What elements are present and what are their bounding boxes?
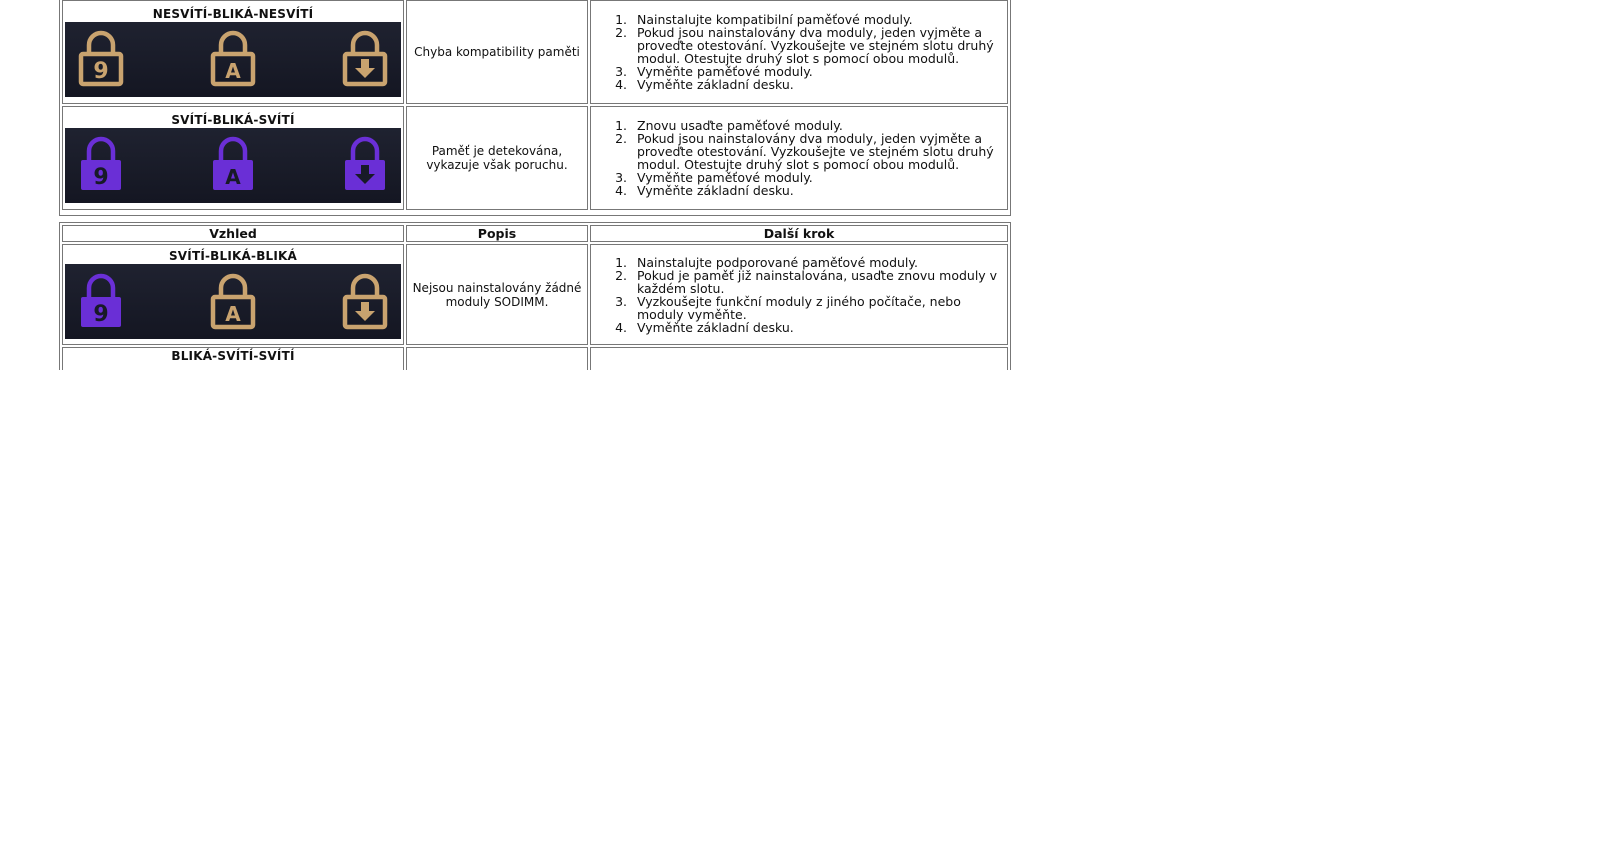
led-status-image <box>65 264 401 339</box>
list-item: 1. Nainstalujte kompatibilní paměťové moduly. <box>631 13 1007 26</box>
appearance-cell <box>62 244 404 345</box>
description-cell: Paměť je detekována, vykazuje však poruchu. <box>406 106 588 210</box>
svg-text:9: 9 <box>93 59 109 84</box>
next-step-cell <box>590 244 1008 345</box>
list-item: 2. Pokud je paměť již nainstalována, usaďte znovu moduly v každém slotu. <box>631 269 1007 295</box>
lock-9-icon <box>77 30 125 88</box>
lock-9-icon <box>77 136 125 194</box>
list-item: 2. Pokud jsou nainstalovány dva moduly, jeden vyjměte a proveďte otestování. Vyzkoušejte ve stejném slotu druhý modul. Otestujte druhý slot s pomocí obou modulů. <box>631 132 1007 171</box>
steps-list <box>591 119 1007 197</box>
led-diagnostics-table <box>59 222 1011 370</box>
list-item: 4. Vyměňte základní desku. <box>631 321 1007 334</box>
svg-text:A: A <box>225 165 241 189</box>
led-pattern-label: SVÍTÍ-BLIKÁ-SVÍTÍ <box>171 112 295 127</box>
appearance-cell <box>62 106 404 210</box>
lock-a-icon <box>209 30 257 88</box>
svg-text:9: 9 <box>93 301 109 327</box>
led-pattern-label: BLIKÁ-SVÍTÍ-SVÍTÍ <box>171 349 295 363</box>
description-cell: Nejsou nainstalovány žádné moduly SODIMM. <box>406 244 588 345</box>
list-item: 1. Nainstalujte podporované paměťové moduly. <box>631 256 1007 269</box>
table-row <box>62 0 1008 104</box>
description-cell: Chyba kompatibility paměti <box>406 0 588 104</box>
list-item: 4. Vyměňte základní desku. <box>631 184 1007 197</box>
list-item: 3. Vyzkoušejte funkční moduly z jiného počítače, nebo moduly vyměňte. <box>631 295 1007 321</box>
svg-text:9: 9 <box>93 165 109 190</box>
next-step-cell <box>590 106 1008 210</box>
steps-list <box>591 13 1007 91</box>
steps-list <box>591 256 1007 334</box>
lock-down-arrow-icon <box>341 136 389 194</box>
lock-a-icon <box>209 136 257 194</box>
table-header-row <box>62 225 1008 242</box>
svg-text:A: A <box>225 301 241 326</box>
column-header-appearance: Vzhled <box>62 225 404 242</box>
led-status-image <box>65 128 401 203</box>
next-step-cell <box>590 0 1008 104</box>
list-item: 3. Vyměňte paměťové moduly. <box>631 65 1007 78</box>
appearance-cell <box>62 347 404 370</box>
led-pattern-label: NESVÍTÍ-BLIKÁ-NESVÍTÍ <box>152 6 314 21</box>
list-item: 3. Vyměňte paměťové moduly. <box>631 171 1007 184</box>
led-pattern-label: SVÍTÍ-BLIKÁ-BLIKÁ <box>168 249 298 263</box>
lock-down-arrow-icon <box>341 30 389 88</box>
led-diagnostics-table-continued <box>59 0 1011 216</box>
next-step-cell <box>590 347 1008 370</box>
list-item: 4. Vyměňte základní desku. <box>631 78 1007 91</box>
description-cell <box>406 347 588 370</box>
appearance-cell <box>62 0 404 104</box>
lock-down-arrow-icon <box>341 273 389 331</box>
table-row <box>62 244 1008 345</box>
lock-9-icon <box>77 273 125 331</box>
led-status-image <box>65 22 401 97</box>
svg-text:A: A <box>225 59 241 83</box>
column-header-description: Popis <box>406 225 588 242</box>
table-row <box>62 347 1008 370</box>
table-row <box>62 106 1008 210</box>
list-item: 2. Pokud jsou nainstalovány dva moduly, jeden vyjměte a proveďte otestování. Vyzkoušejte ve stejném slotu druhý modul. Otestujte druhý slot s pomocí obou modulů. <box>631 26 1007 65</box>
lock-a-icon <box>209 273 257 331</box>
list-item: 1. Znovu usaďte paměťové moduly. <box>631 119 1007 132</box>
column-header-next-step: Další krok <box>590 225 1008 242</box>
